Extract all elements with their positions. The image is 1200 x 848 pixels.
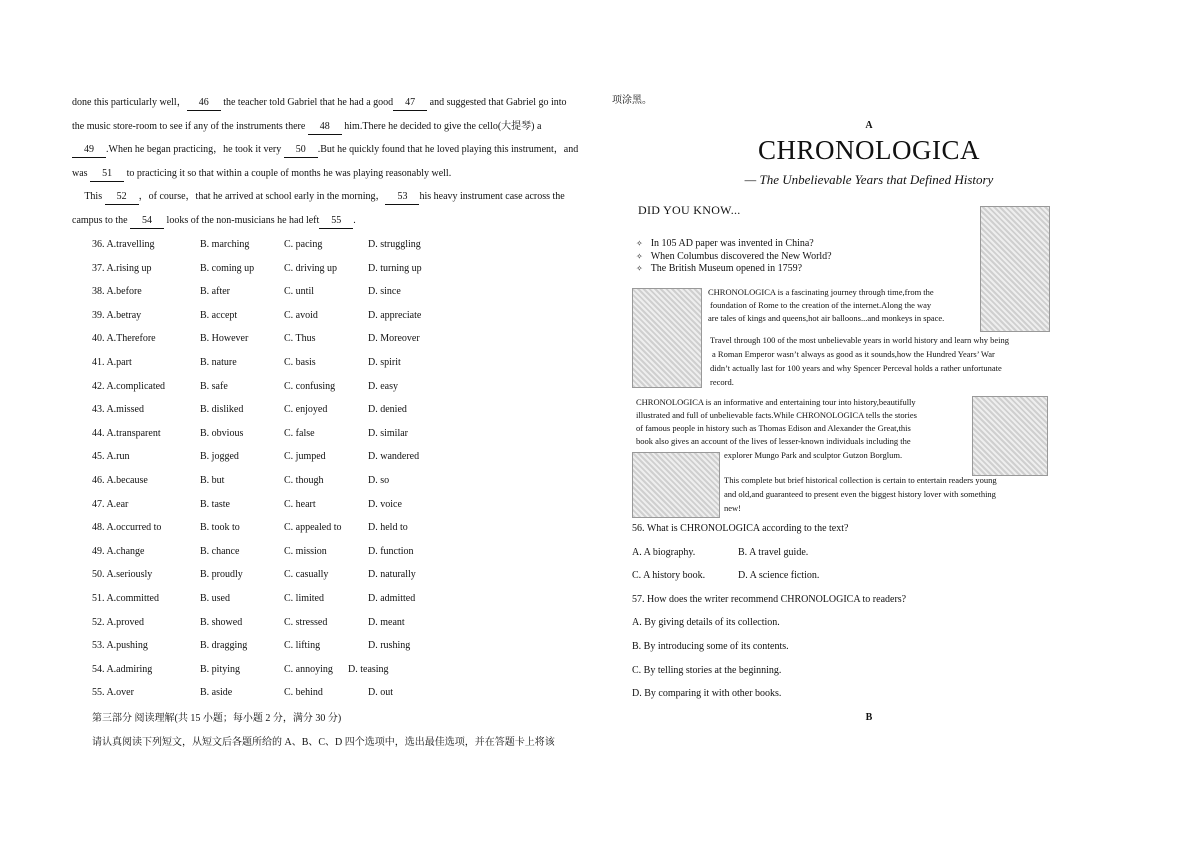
paragraph-text: to practicing it so that within a couple of months he was playing reasonably well.: [124, 167, 452, 179]
option-choice: C. pacing: [284, 239, 323, 250]
option-choice: B. dragging: [200, 640, 248, 652]
option-choice: C. annoying: [284, 663, 333, 675]
paragraph-text: done this particularly well，: [72, 97, 187, 108]
question-stem: 57. How does the writer recommend CHRONOLOGICA to readers?: [632, 593, 907, 605]
paragraph-line: [72, 96, 590, 111]
option-choice: C. driving up: [284, 262, 338, 274]
bullet-item: [636, 238, 814, 250]
answer-blank: 52: [105, 190, 139, 205]
answer-blank: 47: [393, 96, 427, 111]
paragraph-text: his heavy instrument case across the: [419, 191, 565, 203]
ad-text-line: and old,and guaranteed to present even the biggest history lover with something: [724, 489, 996, 499]
bullet-text: The British Museum opened in 1759?: [650, 263, 803, 274]
option-choice: C. heart: [284, 498, 316, 510]
option-choice: B. showed: [200, 616, 243, 628]
question-option: B. By introducing some of its contents.: [632, 641, 789, 652]
option-choice: B. used: [200, 593, 230, 604]
option-choice: B. safe: [200, 380, 228, 392]
paragraph-text: ，of course，that he arrived at school early in the morning，: [138, 191, 386, 203]
option-choice: C. casually: [284, 569, 329, 581]
option-choice: D. naturally: [368, 569, 416, 581]
option-choice: B. after: [200, 286, 230, 298]
paragraph-line: [72, 214, 356, 229]
option-choice: 51. A.committed: [92, 593, 159, 604]
ad-text-line: CHRONOLOGICA is a fascinating journey through time,from the: [708, 287, 934, 297]
option-choice: C. behind: [284, 687, 323, 699]
option-choice: C. lifting: [284, 640, 321, 652]
ad-text-line: CHRONOLOGICA is an informative and entertaining tour into history,beautifully: [636, 397, 916, 407]
option-choice: C. until: [284, 286, 315, 298]
answer-blank: 53: [385, 190, 419, 205]
paragraph-text: This: [72, 191, 105, 203]
option-choice: B. However: [200, 333, 249, 345]
paragraph-text: the music store-room to see if any of the instruments there: [72, 120, 308, 132]
option-choice: 47. A.ear: [92, 498, 129, 510]
option-choice: C. appealed to: [284, 522, 342, 534]
option-choice: C. avoid: [284, 309, 318, 321]
did-you-know-heading: DID YOU KNOW...: [638, 203, 741, 217]
option-choice: C. basis: [284, 357, 316, 368]
option-choice: B. disliked: [200, 404, 244, 416]
ad-text-line: record.: [710, 377, 734, 387]
paragraph-line: [72, 167, 451, 182]
ad-text-line: illustrated and full of unbelievable facts.While CHRONOLOGICA tells the stories: [636, 410, 917, 420]
bullet-item: [636, 263, 802, 275]
paragraph-text: the teacher told Gabriel that he had a good: [220, 97, 394, 108]
option-choice: D. so: [368, 475, 390, 486]
paragraph-line: [72, 190, 565, 205]
answer-blank: 46: [187, 96, 221, 111]
option-choice: B. aside: [200, 687, 233, 699]
option-choice: B. nature: [200, 357, 237, 368]
option-choice: 41. A.part: [92, 357, 132, 368]
option-choice: 40. A.Therefore: [92, 333, 156, 345]
ad-text-line: book also gives an account of the lives of lesser-known individuals including the: [636, 436, 911, 446]
option-choice: C. Thus: [284, 333, 316, 345]
option-choice: B. proudly: [200, 569, 243, 581]
option-choice: 50. A.seriously: [92, 569, 153, 581]
option-choice: D. struggling: [368, 239, 421, 250]
paragraph-text: was: [72, 167, 91, 179]
option-choice: D. similar: [368, 427, 408, 439]
option-choice: 48. A.occurred to: [92, 522, 162, 534]
answer-blank: 49: [72, 143, 106, 158]
option-choice: B. jogged: [200, 451, 239, 463]
ad-text-line: are tales of kings and queens,hot air balloons...and monkeys in space.: [708, 313, 945, 323]
option-choice: B. took to: [200, 522, 240, 534]
question-option: A. A biography.: [632, 546, 696, 558]
option-choice: D. held to: [368, 522, 408, 534]
option-choice: D. wandered: [368, 451, 420, 463]
option-choice: B. taste: [200, 498, 230, 510]
option-choice: 42. A.complicated: [92, 380, 166, 392]
answer-blank: 54: [130, 214, 164, 229]
option-choice: B. chance: [200, 545, 240, 557]
option-choice: C. stressed: [284, 616, 328, 628]
section-b-label: B: [865, 712, 873, 723]
bullet-icon: ✧: [636, 239, 643, 248]
bullet-text: When Columbus discovered the New World?: [650, 250, 832, 262]
option-choice: 43. A.missed: [92, 404, 144, 416]
paragraph-text: .When he began practicing，he took it very: [106, 144, 284, 156]
option-choice: 53. A.pushing: [92, 640, 148, 652]
bullet-icon: ✧: [636, 251, 643, 261]
option-choice: B. pitying: [200, 663, 241, 675]
paragraph-line: [72, 120, 590, 135]
paragraph-text: and suggested that Gabriel go into: [427, 97, 567, 108]
question-option: A. By giving details of its collection.: [632, 617, 780, 629]
historical-figure-image: [980, 206, 1050, 332]
vintage-car-image: [632, 452, 720, 518]
answer-blank: 48: [308, 120, 342, 135]
answer-blank: 51: [90, 167, 124, 182]
question-option: B. A travel guide.: [738, 546, 809, 558]
option-choice: D. appreciate: [368, 309, 422, 321]
option-choice: 46. A.because: [92, 475, 148, 486]
option-choice: B. accept: [200, 309, 238, 321]
section-a-label: A: [865, 120, 873, 131]
option-choice: D. voice: [368, 498, 402, 510]
option-choice: C. enjoyed: [284, 404, 328, 416]
option-choice: 37. A.rising up: [92, 262, 152, 274]
option-choice: C. limited: [284, 593, 324, 604]
option-choice: D. easy: [368, 380, 398, 392]
option-choice: 38. A.before: [92, 286, 142, 298]
answer-blank: 50: [284, 143, 318, 158]
ad-text-line: didn’t actually last for 100 years and why Spencer Perceval holds a rather unfortunate: [710, 363, 1002, 373]
option-choice: D. admitted: [368, 593, 416, 604]
option-choice: C. though: [284, 475, 324, 486]
question-option: D. By comparing it with other books.: [632, 688, 782, 700]
question-option: D. A science fiction.: [738, 570, 820, 582]
instruction-continued: 项涂黑。: [612, 95, 652, 106]
ad-subtitle: — The Unbelievable Years that Defined History: [744, 172, 994, 187]
option-choice: D. meant: [368, 616, 405, 628]
option-choice: 39. A.betray: [92, 309, 142, 321]
sailing-ship-image: [632, 288, 702, 388]
bullet-icon: ✧: [636, 264, 643, 273]
option-choice: D. turning up: [368, 262, 422, 274]
ad-text-line: new!: [724, 503, 741, 513]
bullet-item: [636, 251, 832, 263]
section-heading: 第三部分 阅读理解(共 15 小题；每小题 2 分，满分 30 分): [92, 713, 342, 724]
option-choice: C. confusing: [284, 380, 336, 392]
ad-text-line: foundation of Rome to the creation of the internet.Along the way: [710, 300, 932, 310]
question-option: C. By telling stories at the beginning.: [632, 664, 782, 676]
option-choice: D. spirit: [368, 357, 401, 368]
option-choice: B. but: [200, 475, 225, 486]
option-choice: D. teasing: [348, 663, 389, 675]
queen-portrait-image: [972, 396, 1048, 476]
option-choice: 45. A.run: [92, 451, 130, 463]
ad-title: CHRONOLOGICA: [758, 135, 980, 165]
option-choice: B. obvious: [200, 427, 244, 439]
ad-text-line: Travel through 100 of the most unbelievable years in world history and learn why being: [710, 335, 1010, 345]
ad-text-line: of famous people in history such as Thomas Edison and Alexander the Great,this: [636, 423, 911, 433]
option-choice: 36. A.travelling: [92, 239, 155, 250]
option-choice: 52. A.proved: [92, 616, 144, 628]
option-choice: 54. A.admiring: [92, 663, 153, 675]
option-choice: C. jumped: [284, 451, 326, 463]
option-choice: 44. A.transparent: [92, 427, 161, 439]
option-choice: D. since: [368, 286, 401, 298]
option-choice: D. denied: [368, 404, 407, 416]
paragraph-text: campus to the: [72, 215, 131, 226]
option-choice: 55. A.over: [92, 687, 134, 699]
bullet-text: In 105 AD paper was invented in China?: [650, 238, 814, 249]
ad-text-line: This complete but brief historical collection is certain to entertain readers young: [724, 475, 997, 485]
option-choice: D. function: [368, 545, 414, 557]
ad-text-line: a Roman Emperor wasn’t always as good as it sounds,how the Hundred Years’ War: [712, 349, 995, 359]
option-choice: C. mission: [284, 545, 327, 557]
option-choice: D. Moreover: [368, 333, 420, 345]
option-choice: B. marching: [200, 239, 250, 250]
paragraph-text: him.There he decided to give the cello(大提琴) a: [341, 120, 542, 132]
paragraph-text: .But he quickly found that he loved playing this instrument，and: [317, 144, 579, 156]
question-stem: 56. What is CHRONOLOGICA according to the text?: [632, 523, 849, 534]
option-choice: B. coming up: [200, 262, 255, 274]
option-choice: 49. A.change: [92, 545, 145, 557]
answer-blank: 55: [319, 214, 353, 229]
paragraph-text: looks of the non-musicians he had left: [164, 215, 320, 226]
option-choice: D. rushing: [368, 640, 411, 652]
paragraph-line: [72, 143, 590, 158]
question-option: C. A history book.: [632, 570, 706, 582]
ad-text-line: explorer Mungo Park and sculptor Gutzon Borglum.: [724, 450, 903, 460]
instruction-line: 请认真阅读下列短文，从短文后各题所给的 A、B、C、D 四个选项中，选出最佳选项，并在答题卡上将该: [92, 737, 555, 748]
paragraph-text: .: [353, 215, 356, 226]
option-choice: C. false: [284, 427, 315, 439]
option-choice: D. out: [368, 687, 393, 699]
